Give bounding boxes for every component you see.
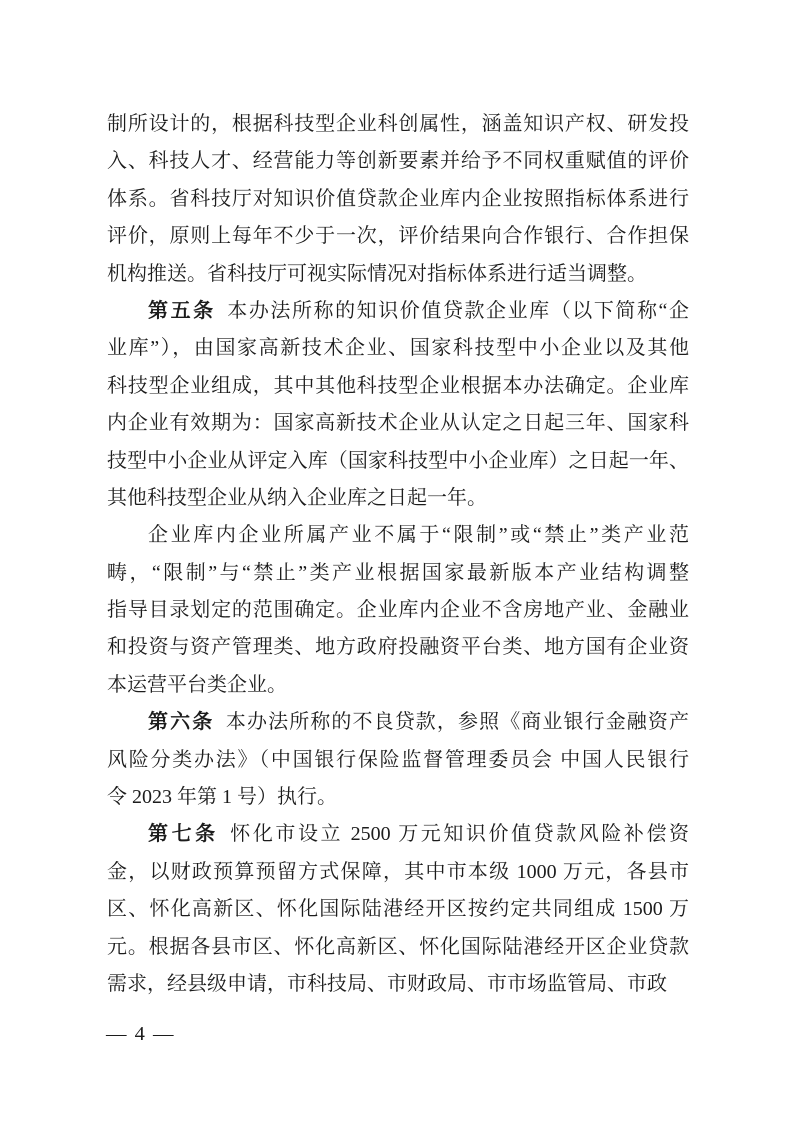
- text-run: 内企业有效期为：国家高新技术企业从认定之日起三年、国家科: [107, 412, 689, 435]
- text-run: 本运营平台类企业。: [107, 673, 287, 696]
- article-number-lead: 第六条: [148, 711, 215, 734]
- text-run: 评价，原则上每年不少于一次，评价结果向合作银行、合作担保: [107, 225, 689, 248]
- text-line: [107, 517, 689, 554]
- text-run: 需求，经县级申请，市科技局、市财政局、市市场监管局、市政: [107, 972, 667, 995]
- text-line: [107, 854, 689, 891]
- text-run: 元。根据各县市区、怀化高新区、怀化国际陆港经开区企业贷款: [107, 935, 689, 958]
- text-line: [107, 891, 689, 928]
- text-line: [107, 966, 689, 1003]
- text-line: [107, 293, 689, 330]
- paragraph-p4-article-6: [107, 704, 689, 816]
- text-run: 体系。省科技厅对知识价值贷款企业库内企业按照指标体系进行: [107, 187, 689, 210]
- text-line: [107, 480, 689, 517]
- text-line: [107, 929, 689, 966]
- paragraph-p3-industry-scope: [107, 517, 689, 704]
- text-line: [107, 143, 689, 180]
- article-number-lead: 第五条: [148, 299, 216, 322]
- text-run: 本办法所称的不良贷款，参照《商业银行金融资产: [225, 711, 689, 734]
- text-run: 金，以财政预算预留方式保障，其中市本级 1000 万元，各县市: [107, 860, 689, 883]
- text-run: 入、科技人才、经营能力等创新要素并给予不同权重赋值的评价: [107, 150, 689, 173]
- text-line: [107, 218, 689, 255]
- text-line: [107, 816, 689, 853]
- text-run: 企业库内企业所属产业不属于“限制”或“禁止”类产业范: [148, 524, 689, 547]
- text-line: [107, 555, 689, 592]
- document-body-text: [107, 106, 689, 1003]
- text-line: [107, 779, 689, 816]
- text-run: 业库”），由国家高新技术企业、国家科技型中小企业以及其他: [107, 337, 689, 360]
- text-run: 本办法所称的知识价值贷款企业库（以下简称“企: [227, 299, 689, 322]
- page-number: — 4 —: [106, 1023, 175, 1045]
- text-run: 科技型企业组成，其中其他科技型企业根据本办法确定。企业库: [107, 374, 689, 397]
- text-run: 和投资与资产管理类、地方政府投融资平台类、地方国有企业资: [107, 636, 689, 659]
- text-run: 机构推送。省科技厅可视实际情况对指标体系进行适当调整。: [107, 262, 647, 285]
- text-run: 指导目录划定的范围确定。企业库内企业不含房地产业、金融业: [107, 599, 689, 622]
- text-line: [107, 405, 689, 442]
- text-run: 区、怀化高新区、怀化国际陆港经开区按约定共同组成 1500 万: [107, 898, 689, 921]
- text-line: [107, 592, 689, 629]
- text-line: [107, 256, 689, 293]
- text-run: 畴，“限制”与“禁止”类产业根据国家最新版本产业结构调整: [107, 561, 689, 584]
- text-line: [107, 368, 689, 405]
- text-run: 怀化市设立 2500 万元知识价值贷款风险补偿资: [230, 823, 689, 846]
- text-line: [107, 667, 689, 704]
- text-line: [107, 704, 689, 741]
- text-run: 风险分类办法》（中国银行保险监督管理委员会 中国人民银行: [107, 748, 689, 771]
- text-run: 技型中小企业从评定入库（国家科技型中小企业库）之日起一年、: [107, 449, 689, 472]
- paragraph-p5-article-7: [107, 816, 689, 1003]
- text-line: [107, 742, 689, 779]
- text-line: [107, 330, 689, 367]
- text-line: [107, 629, 689, 666]
- text-line: [107, 443, 689, 480]
- paragraph-p2-article-5: [107, 293, 689, 517]
- paragraph-p1-continuation: [107, 106, 689, 293]
- article-number-lead: 第七条: [148, 823, 219, 846]
- text-run: 令 2023 年第 1 号）执行。: [107, 786, 337, 809]
- text-run: 制所设计的，根据科技型企业科创属性，涵盖知识产权、研发投: [107, 113, 689, 135]
- text-run: 其他科技型企业从纳入企业库之日起一年。: [107, 486, 487, 509]
- text-line: [107, 106, 689, 143]
- text-line: [107, 181, 689, 218]
